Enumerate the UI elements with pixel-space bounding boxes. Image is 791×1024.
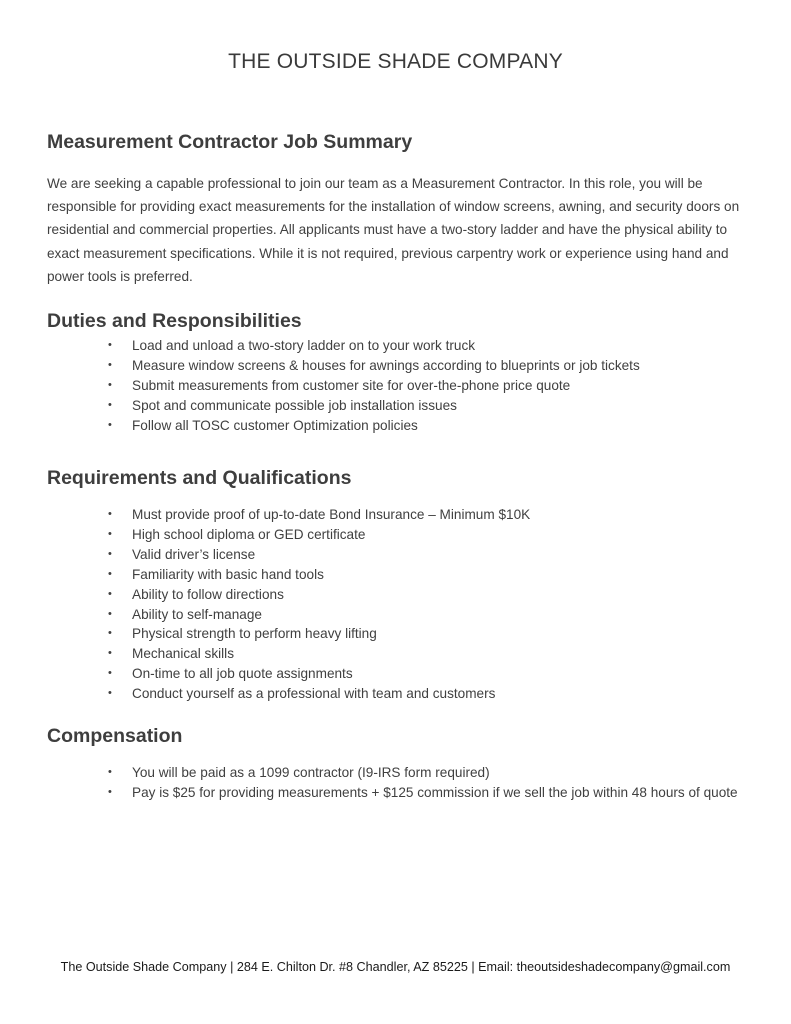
- compensation-list: [108, 763, 748, 803]
- bullet-icon: •: [108, 607, 112, 620]
- list-item: [108, 525, 748, 545]
- list-item-text: Must provide proof of up-to-date Bond Insurance – Minimum $10K: [132, 507, 531, 522]
- list-item: [108, 356, 748, 376]
- duties-list: [108, 336, 748, 436]
- bullet-icon: •: [108, 667, 112, 680]
- bullet-icon: •: [108, 785, 112, 798]
- list-item: [108, 545, 748, 565]
- list-item: [108, 684, 748, 704]
- summary-paragraph: We are seeking a capable professional to join our team as a Measurement Contractor. In this role, you will be responsible for providing exact measurements for the installation of window screens, awning, and security doors on residential and commercial properties. All applicants must have a two-story ladder and have the physical ability to exact measurement specifications. While it is not required, previous carpentry work or experience using hand and power tools is preferred.: [47, 176, 740, 284]
- bullet-icon: •: [108, 647, 112, 660]
- bullet-icon: •: [108, 587, 112, 600]
- bullet-icon: •: [108, 766, 112, 778]
- bullet-icon: •: [108, 627, 112, 640]
- bullet-icon: •: [108, 339, 112, 351]
- summary-heading: Measurement Contractor Job Summary: [47, 131, 413, 153]
- bullet-icon: •: [108, 527, 112, 540]
- list-item: [108, 585, 748, 605]
- list-item-text: Follow all TOSC customer Optimization policies: [132, 417, 418, 433]
- bullet-icon: •: [108, 567, 112, 580]
- list-item: [108, 416, 748, 436]
- requirements-heading: Requirements and Qualifications: [47, 467, 352, 489]
- list-item: [108, 664, 748, 684]
- list-item-text: On-time to all job quote assignments: [132, 666, 353, 682]
- list-item: [108, 505, 748, 525]
- list-item: [108, 783, 748, 803]
- list-item-text: Load and unload a two-story ladder on to your work truck: [132, 338, 476, 353]
- list-item-text: Spot and communicate possible job installation issues: [132, 397, 457, 413]
- bullet-icon: •: [108, 358, 112, 371]
- list-item: [108, 624, 748, 644]
- list-item: [108, 644, 748, 664]
- bullet-icon: •: [108, 547, 112, 560]
- list-item: [108, 396, 748, 416]
- bullet-icon: •: [108, 378, 112, 391]
- bullet-icon: •: [108, 398, 112, 411]
- list-item-text: Familiarity with basic hand tools: [132, 566, 324, 582]
- bullet-icon: •: [108, 687, 112, 700]
- compensation-heading: Compensation: [47, 725, 183, 747]
- list-item-text: Ability to self-manage: [132, 606, 262, 622]
- bullet-icon: •: [108, 418, 112, 431]
- list-item: [108, 565, 748, 585]
- list-item-text: Conduct yourself as a professional with team and customers: [132, 686, 496, 702]
- requirements-list: [108, 505, 748, 704]
- list-item: [108, 376, 748, 396]
- list-item-text: Ability to follow directions: [132, 586, 284, 602]
- bullet-icon: •: [108, 508, 112, 520]
- company-title: THE OUTSIDE SHADE COMPANY: [228, 50, 563, 73]
- list-item-text: Measure window screens & houses for awnings according to blueprints or job tickets: [132, 357, 640, 373]
- list-item-text: Mechanical skills: [132, 646, 234, 662]
- list-item-text: Pay is $25 for providing measurements + $125 commission if we sell the job within 48 hours of quote: [132, 784, 738, 800]
- list-item-text: High school diploma or GED certificate: [132, 526, 366, 542]
- duties-heading: Duties and Responsibilities: [47, 310, 302, 332]
- list-item: [108, 605, 748, 625]
- list-item-text: Submit measurements from customer site for over-the-phone price quote: [132, 377, 571, 393]
- list-item-text: Physical strength to perform heavy lifting: [132, 626, 377, 642]
- list-item: [108, 763, 748, 783]
- list-item-text: Valid driver’s license: [132, 546, 256, 562]
- list-item-text: You will be paid as a 1099 contractor (I9-IRS form required): [132, 765, 490, 780]
- footer-contact: The Outside Shade Company | 284 E. Chilton Dr. #8 Chandler, AZ 85225 | Email: theoutsideshadecompany@gmail.com: [60, 960, 731, 974]
- list-item: [108, 336, 748, 356]
